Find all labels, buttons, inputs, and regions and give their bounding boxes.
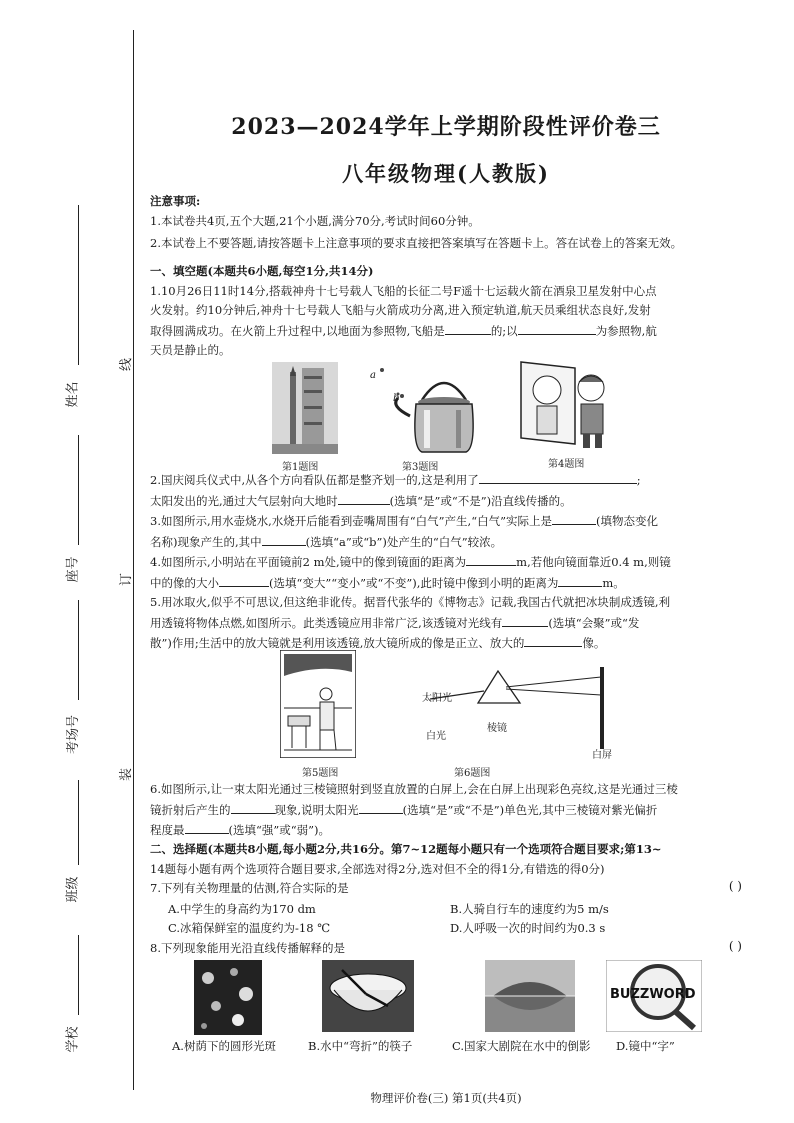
q8-a-light-spots-photo (194, 960, 262, 1035)
exam-subtitle: 八年级物理(人教版) (342, 161, 550, 186)
q8-option-d: D.镜中“字” (616, 1039, 675, 1053)
answer-blank (502, 613, 548, 627)
notice-item: 2.本试卷上不要答题,请按答题卡上注意事项的要求直接把答案填写在答题卡上。答在试卷上的答案无效。 (150, 236, 683, 250)
q1-text: 取得圆满成功。在火箭上升过程中,以地面为参照物,飞船是 (150, 323, 445, 338)
q3-text: (选填“a”或“b”)处产生的“白气”较浓。 (305, 534, 503, 549)
exam-room-label: 考场号 (66, 714, 82, 755)
q7-option-c: C.冰箱保鲜室的温度约为-18 ℃ (168, 921, 331, 935)
seat-label: 座号 (65, 556, 81, 583)
fig6-label-white-light: 白光 (426, 731, 446, 742)
section2-heading-line2: 14题每小题有两个选项符合题目要求,全部选对得2分,选对但不全的得1分,有错选的得0分) (150, 861, 605, 876)
q4-text: (选填“变大”“变小”或“不变”),此时镜中像到小明的距离为 (269, 575, 559, 590)
q7-option-a: A.中学生的身高约为170 dm (168, 902, 316, 916)
q7-option-d: D.人呼吸一次的时间约为0.3 s (450, 921, 606, 935)
answer-blank (524, 633, 582, 647)
q3-text: 3.如图所示,用水壶烧水,水烧开后能看到壶嘴周围有“白气”产生,“白气”实际上是 (150, 514, 552, 528)
q6-line2 (150, 800, 742, 821)
name-underline (78, 205, 79, 365)
q8-answer-paren: ( ) (728, 939, 742, 953)
fig1-caption: 第1题图 (282, 462, 319, 473)
fig3-caption: 第3题图 (402, 462, 439, 473)
question-8-stem (150, 939, 742, 959)
q3-line1 (150, 511, 742, 532)
q6-text: 程度最 (150, 823, 185, 837)
q8-d-magnifier-photo (606, 960, 702, 1032)
q4-text: 4.如图所示,小明站在平面镜前2 m处,镜中的像到镜面的距离为 (150, 555, 467, 569)
seat-underline (78, 435, 79, 545)
q6-text: 现象,说明太阳光 (274, 802, 359, 817)
rocket-launch-figure (272, 362, 338, 454)
q6-line1: 6.如图所示,让一束太阳光通过三棱镜照射到竖直放置的白屏上,会在白屏上出现彩色亮纹,这是光通过三棱 (150, 782, 678, 796)
prism-figure (430, 665, 610, 755)
answer-blank (262, 532, 306, 546)
q3-line2 (150, 532, 742, 553)
answer-blank (445, 321, 491, 335)
q5-text: 散”)作用;生活中的放大镜就是利用该透镜,放大镜所成的像是正立、放大的 (150, 636, 525, 650)
q8-option-b: B.水中“弯折”的筷子 (308, 1039, 413, 1053)
q5-line2 (150, 613, 742, 634)
q2-line2 (150, 491, 742, 512)
q6-line3 (150, 820, 742, 841)
q3-text: 名称)现象产生的,其中 (150, 534, 262, 549)
question-6 (150, 780, 742, 841)
q1-line3 (150, 321, 742, 342)
q2-text: 2.国庆阅兵仪式中,从各个方向看队伍都是整齐划一的,这是利用了 (150, 473, 479, 487)
q8-stem: 8.下列现象能用光沿直线传播解释的是 (150, 941, 345, 955)
q1-text: 的;以 (490, 323, 518, 338)
fig5-caption: 第5题图 (302, 768, 339, 779)
binding-mark-order: 订 (119, 572, 135, 587)
exam-title: 2023—2024学年上学期阶段性评价卷三 (231, 114, 661, 140)
fig3-label-a: a (370, 370, 376, 381)
q3-text: (填物态变化 (595, 514, 658, 528)
q5-text: (选填“会聚”或“发 (548, 615, 640, 630)
answer-blank (558, 573, 602, 587)
binding-mark-pack: 装 (119, 767, 135, 782)
exam-room-underline (78, 600, 79, 700)
q7-answer-paren: ( ) (728, 879, 742, 893)
answer-blank (219, 573, 269, 587)
mirror-figure (517, 358, 613, 450)
q2-text: (选填“是”或“不是”)沿直线传播的。 (389, 493, 572, 508)
answer-blank (466, 552, 516, 566)
q4-line2 (150, 573, 742, 594)
answer-blank (338, 491, 390, 505)
class-label: 班级 (65, 876, 81, 903)
q6-text: (选填“强”或“弱”)。 (228, 823, 330, 837)
fig6-label-prism: 棱镜 (487, 723, 507, 734)
section1-heading: 一、填空题(本题共6小题,每空1分,共14分) (150, 264, 374, 278)
binding-line (133, 30, 134, 1090)
answer-blank (518, 321, 596, 335)
q6-text: (选填“是”或“不是”)单色光,其中三棱镜对紫光偏折 (402, 802, 658, 817)
q5-line3 (150, 633, 742, 654)
notice (150, 192, 742, 254)
section2-heading-line1: 二、选择题(本题共8小题,每小题2分,共16分。第7~12题每小题只有一个选项符合题目要求;第13~ (150, 842, 662, 856)
notice-item: 1.本试卷共4页,五个大题,21个小题,满分70分,考试时间60分钟。 (150, 213, 480, 228)
q4-text: m。 (602, 575, 625, 590)
q2-line1 (150, 470, 742, 491)
question-7-stem (150, 879, 742, 899)
answer-blank (359, 800, 403, 814)
school-underline (78, 935, 79, 1015)
q7-option-b: B.人骑自行车的速度约为5 m/s (450, 902, 609, 916)
fig4-caption: 第4题图 (548, 459, 585, 470)
fig6-label-screen: 白屏 (592, 750, 612, 761)
q8-b-chopstick-photo (322, 960, 414, 1032)
page-footer: 物理评价卷(三) 第1页(共4页) (370, 1091, 522, 1105)
q1-line4: 天员是静止的。 (150, 343, 231, 357)
q4-line1 (150, 552, 742, 573)
answer-blank (552, 511, 596, 525)
q8-option-a: A.树荫下的圆形光斑 (172, 1039, 276, 1053)
q8-d-image-text: BUZZWORD (610, 987, 696, 1002)
ice-lens-figure (280, 650, 356, 758)
q4-text: m,若他向镜面靠近0.4 m,则镜 (516, 555, 671, 569)
class-underline (78, 780, 79, 865)
q2-text: ; (636, 473, 641, 487)
q5-text: 像。 (582, 636, 606, 650)
school-label: 学校 (65, 1026, 81, 1053)
section2-heading (150, 840, 742, 879)
q1-text: 为参照物,航 (595, 323, 657, 338)
q2-text: 太阳发出的光,通过大气层射向大地时 (150, 493, 338, 508)
q1-line1: 1.10月26日11时14分,搭载神舟十七号载人飞船的长征二号F遥十七运载火箭在酒泉卫星发射中心点 (150, 283, 657, 298)
answer-blank (185, 820, 229, 834)
answer-blank (231, 800, 275, 814)
questions-2-to-5 (150, 470, 742, 654)
q8-option-c: C.国家大剧院在水中的倒影 (452, 1039, 591, 1053)
binding-mark-line: 线 (119, 357, 135, 372)
name-label: 姓名 (65, 381, 81, 408)
question-1 (150, 262, 742, 361)
q5-text: 用透镜将物体点燃,如图所示。此类透镜应用非常广泛,该透镜对光线有 (150, 615, 503, 630)
notice-heading: 注意事项: (150, 194, 201, 208)
q4-text: 中的像的大小 (150, 575, 219, 590)
q5-line1: 5.用冰取火,似乎不可思议,但这绝非讹传。据晋代张华的《博物志》记载,我国古代就把冰块制成透镜,利 (150, 595, 671, 609)
q8-c-reflection-photo (485, 960, 575, 1032)
q1-line2: 火发射。约10分钟后,神舟十七号载人飞船与火箭成功分离,进入预定轨道,航天员乘组状态良好,发射 (150, 303, 651, 317)
answer-blank (479, 470, 637, 484)
q6-text: 镜折射后产生的 (150, 802, 231, 817)
fig6-label-sunlight: 太阳光 (422, 693, 452, 704)
fig3-label-b: b (393, 393, 400, 404)
kettle-figure (372, 358, 482, 458)
q7-stem: 7.下列有关物理量的估测,符合实际的是 (150, 881, 349, 895)
fig6-caption: 第6题图 (454, 768, 491, 779)
